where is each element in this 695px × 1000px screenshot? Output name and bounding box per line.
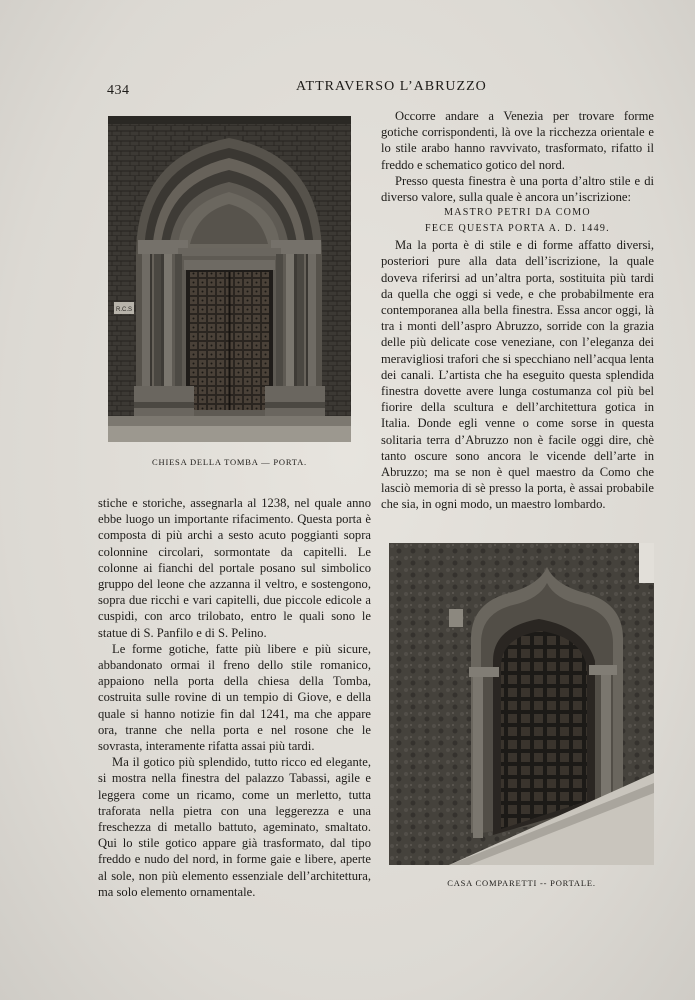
paragraph: stiche e storiche, assegnarla al 1238, nel quale anno ebbe luogo un importante rifacimento. Questa porta è composta di più archi a sesto acuto poggianti sopra colonnine circolari, sormontate da capitelli. Le colonne ai fianchi del portale posano sul simbolico gruppo del leone che azzanna il veltro, e sostengono, sopra due ricchi e vari capitelli, due piccole edicole a cuspidi, con arco trilobato, entro le quali sono le statue di S. Panfilo e di S. Pelino.	[98, 496, 371, 640]
portal-photo-illustration	[108, 116, 351, 442]
caption-top-figure: CHIESA DELLA TOMBA — PORTA.	[152, 457, 307, 467]
photo-casa-comparetti-portale	[389, 543, 654, 865]
inscription-line: MASTRO PETRI DA COMO	[444, 207, 591, 219]
inscription-line: FECE QUESTA PORTA A. D. 1449.	[425, 223, 610, 235]
paragraph: Ma il gotico più splendido, tutto ricco ed elegante, si mostra nella finestra del palazzo Tabassi, agile e leggera come un ricamo, come un merletto, tutta traforata nella pietra con una leggerezza e una freschezza di metallo battuto, ageminato, smaltato. Qui lo stile gotico appare già trasformato, dal tipo freddo e nudo del nord, in forme gaie e libere, aperte al sole, non più elemento essenziale dell’architettura, ma solo elemento ornamentale.	[98, 755, 371, 899]
portale-photo-illustration	[389, 543, 654, 865]
paragraph: Presso questa finestra è una porta d’altro stile e di diverso valore, sulla quale è ancora un’iscrizione:	[381, 173, 654, 205]
wall-graffito: R.C.S	[115, 307, 133, 313]
photo-chiesa-della-tomba-porta	[108, 116, 351, 442]
running-title: ATTRAVERSO L’ABRUZZO	[296, 79, 487, 94]
right-column-text	[381, 108, 654, 513]
paragraph: Ma la porta è di stile e di forme affatto diversi, posteriori pure alla data dell’iscrizione, la quale doveva riferirsi ad un’altra porta, sostituita più tardi da quella che oggi si vede, e che probabilmente era contemporanea alla bella finestra. Essa ancor oggi, là tra i monti dell’aspro Abruzzo, sorride con la grazia delle più delicate cose veneziane, con l’eleganza dei meravigliosi trafori che si specchiano nell’acqua lenta dei canali. L’artista che ha eseguito questa splendida finestra dovette avere lunga costumanza col più bel fiorire della scultura e dell’architettura gotica in Italia. Donde egli venne o come sorse in questa solitaria terra d’Abruzzo non è facile oggi dire, chè tanto oscure sono ancora le vicende dell’arte in Abruzzo; ma se non è quel maestro da Como che lasciò memoria di sè presso la porta, è assai probabile che sia, in ogni modo, un maestro lombardo.	[381, 238, 654, 512]
paragraph: Occorre andare a Venezia per trovare forme gotiche corrispondenti, là ove la ricchezza orientale e lo stile arabo hanno ravvivato, trasformato, rifatto il freddo e schematico gotico del nord.	[381, 109, 654, 172]
left-column-text	[98, 495, 371, 900]
paragraph: Le forme gotiche, fatte più libere e più sicure, abbandonato ormai il freno dello stile romanico, appaiono nella porta della chiesa della Tomba, costruita sulle rovine di un tempio di Giove, e della quale si hanno notizie fin dal 1241, ma che appare ora, tranne che nella porta e nel rosone che le sovrasta, interamente rifatta assai più tardi.	[98, 641, 371, 754]
page-number: 434	[107, 83, 130, 98]
caption-bottom-figure: CASA COMPARETTI -- PORTALE.	[447, 878, 596, 888]
inscription	[381, 205, 654, 237]
